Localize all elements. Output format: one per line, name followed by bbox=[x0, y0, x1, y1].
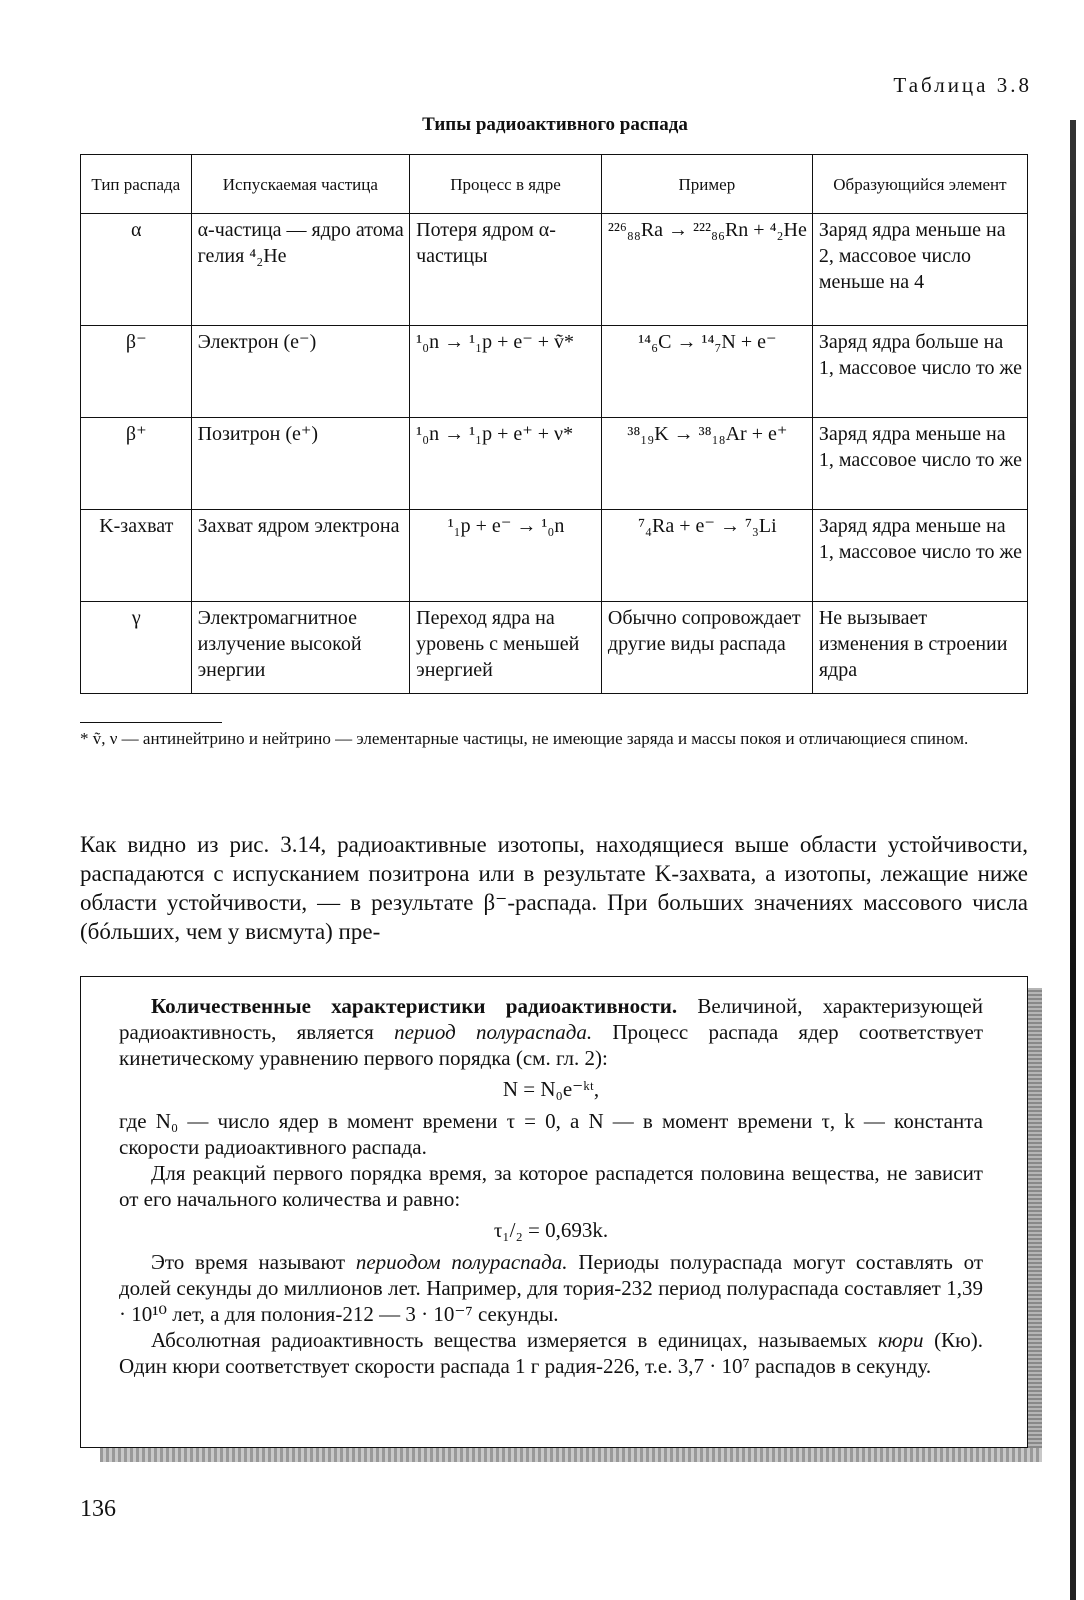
box-paragraph-5 bbox=[119, 1327, 983, 1379]
cell-result: Заряд ядра больше на 1, массовое число то же bbox=[812, 326, 1027, 418]
formula-decay-law: N = N₀e⁻ᵏᵗ, bbox=[502, 1077, 600, 1101]
box-p1-text-b: Процесс распада ядер соответствует кинетическому уравнению первого порядка (см. гл. 2): bbox=[119, 1020, 984, 1070]
box-p5-text-a: Абсолютная радиоактивность вещества измеряется в единицах, называемых bbox=[151, 1328, 868, 1352]
table-title: Типы радиоактивного распада bbox=[422, 114, 688, 135]
header-particle: Испускаемая частица bbox=[191, 155, 410, 214]
table-row bbox=[81, 602, 1028, 694]
cell-process: ¹₁p + e⁻ → ¹₀n bbox=[410, 510, 602, 602]
cell-result: Не вызывает изменения в строении ядра bbox=[812, 602, 1027, 694]
cell-example: ²²⁶₈₈Ra → ²²²₈₆Rn + ⁴₂He bbox=[601, 214, 812, 326]
cell-type: α bbox=[81, 214, 192, 326]
box-p5-text-b: (Кю). Один кюри соответствует скорости распада 1 г радия-226, т.е. 3,7 · 10⁷ распадов в секунду. bbox=[119, 1328, 983, 1378]
box-heading: Количественные характеристики радиоактивности. bbox=[151, 994, 678, 1018]
box-p4-text-a: Это время называют bbox=[151, 1250, 346, 1274]
info-box bbox=[80, 976, 1028, 1448]
box-p5-term: кюри bbox=[877, 1328, 924, 1352]
cell-type: β⁺ bbox=[81, 418, 192, 510]
cell-type: β⁻ bbox=[81, 326, 192, 418]
box-shadow-right bbox=[1028, 988, 1042, 1460]
box-paragraph-3: Для реакций первого порядка время, за которое распадется половина вещества, не зависит от его начального количества и равно: bbox=[119, 1161, 983, 1211]
table-row bbox=[81, 510, 1028, 602]
info-box-content bbox=[119, 993, 983, 1379]
cell-type: K-захват bbox=[81, 510, 192, 602]
table-footnote: * ṽ, ν — антинейтрино и нейтрино — элементарные частицы, не имеющие заряда и массы покоя и отличающиеся спином. bbox=[80, 729, 969, 748]
table-header-row bbox=[81, 155, 1028, 214]
box-shadow-bottom bbox=[100, 1448, 1042, 1462]
box-p4-text-b: Периоды полураспада могут составлять от долей секунды до миллионов лет. Например, для тория-232 период полураспада составляет 1,39 · 10¹⁰ лет, а для полония-212 — 3 · 10⁻⁷ секунды. bbox=[119, 1250, 983, 1326]
cell-particle: Захват ядром электрона bbox=[191, 510, 410, 602]
cell-type: γ bbox=[81, 602, 192, 694]
cell-example: ⁷₄Ra + e⁻ → ⁷₃Li bbox=[601, 510, 812, 602]
body-paragraph: Как видно из рис. 3.14, радиоактивные изотопы, находящиеся выше области устойчивости, распадаются с испусканием позитрона или в результате K-захвата, а изотопы, лежащие ниже области устойчивости, — в результате β⁻-распада. При больших значениях массового числа (бóльших, чем у висмута) пре- bbox=[80, 832, 1028, 944]
table-caption: Таблица 3.8 bbox=[893, 73, 1032, 97]
box-p1-term: период полураспада. bbox=[394, 1020, 593, 1044]
header-decay-type: Тип распада bbox=[81, 155, 192, 214]
header-example: Пример bbox=[601, 155, 812, 214]
cell-particle: Электрон (e⁻) bbox=[191, 326, 410, 418]
header-result: Образующийся элемент bbox=[812, 155, 1027, 214]
cell-result: Заряд ядра меньше на 1, массовое число то же bbox=[812, 510, 1027, 602]
formula-half-life: τ₁/₂ = 0,693k. bbox=[493, 1218, 609, 1242]
page-number: 136 bbox=[80, 1496, 116, 1522]
cell-particle: Позитрон (e⁺) bbox=[191, 418, 410, 510]
header-process: Процесс в ядре bbox=[410, 155, 602, 214]
cell-example: ¹⁴₆C → ¹⁴₇N + e⁻ bbox=[601, 326, 812, 418]
box-p1-text-a: Величиной, характеризующей радиоактивность, является bbox=[119, 994, 983, 1044]
table-row bbox=[81, 214, 1028, 326]
cell-result: Заряд ядра меньше на 2, массовое число меньше на 4 bbox=[812, 214, 1027, 326]
decay-types-table bbox=[80, 154, 1028, 694]
box-p4-term: периодом полураспада. bbox=[355, 1250, 568, 1274]
cell-example: Обычно сопровождает другие виды распада bbox=[601, 602, 812, 694]
cell-example: ³⁸₁₉K → ³⁸₁₈Ar + e⁺ bbox=[601, 418, 812, 510]
cell-process: Потеря ядром α-частицы bbox=[410, 214, 602, 326]
box-paragraph-2: где N₀ — число ядер в момент времени τ = 0, а N — в момент времени τ, k — константа скорости радиоактивного распада. bbox=[119, 1109, 983, 1159]
table-row bbox=[81, 326, 1028, 418]
cell-result: Заряд ядра меньше на 1, массовое число то же bbox=[812, 418, 1027, 510]
cell-particle: α-частица — ядро атома гелия ⁴₂He bbox=[191, 214, 410, 326]
footnote-rule bbox=[80, 722, 222, 723]
cell-process: ¹₀n → ¹₁p + e⁺ + ν* bbox=[410, 418, 602, 510]
page-edge-shadow bbox=[1070, 120, 1076, 1600]
box-paragraph-1 bbox=[119, 993, 983, 1071]
box-paragraph-4 bbox=[119, 1249, 983, 1327]
cell-process: ¹₀n → ¹₁p + e⁻ + ṽ* bbox=[410, 326, 602, 418]
table-row bbox=[81, 418, 1028, 510]
cell-particle: Электромагнитное излучение высокой энергии bbox=[191, 602, 410, 694]
cell-process: Переход ядра на уровень с меньшей энергией bbox=[410, 602, 602, 694]
